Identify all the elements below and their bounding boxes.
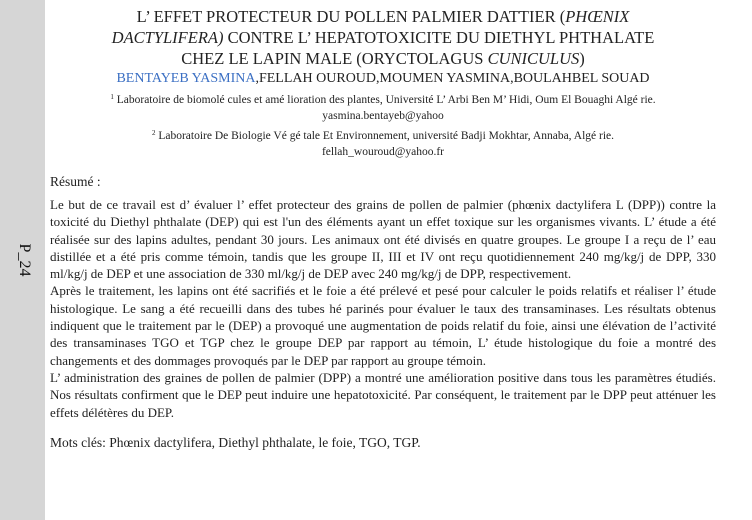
paper-title [50,6,716,69]
lead-author: BENTAYEB YASMINA [116,71,256,86]
affiliation-1-email: yasmina.bentayeb@yahoo [322,110,444,122]
page-sidebar [0,0,45,520]
keywords [50,434,716,451]
abstract-paragraph-3: L’ administration des graines de pollen de palmier (DPP) a montré une amélioration positive dans tous les paramètres étudiés. Nos résultats confirment que le DEP peut induire une hepatotoxicité. Par conséquent, le traitement par le DPP peut atténuer les effets délétères du DEP. [50,369,716,420]
co-authors: ,FELLAH OUROUD,MOUMEN YASMINA,BOULAHBEL SOUAD [255,71,650,86]
author-list [50,70,716,88]
keywords-label: Mots clés: [50,434,106,450]
paper-content [50,6,716,451]
abstract-paragraph-1: Le but de ce travail est d’ évaluer l’ effet protecteur des grains de pollen de palmier (phœnix dactylifera L (DPP)) contre la toxicité du Diethyl phthalate (DEP) qui est l'un des éléments ayant un effet toxique sur les organismes vivants. L’ étude a été réalisée sur des lapins adultes, pendant 30 jours. Les animaux ont été divisés en quatre groupes. Le groupe I a reçu de l’ eau distillée et a été pris comme témoin, tandis que les groupe II, III et IV ont reçu quotidiennement 240 mg/kg/j de DPP, 330 ml/kg/j de DEP et une association de 330 ml/kg/j de DEP avec 240 mg/kg/j de DPP, respectivement. [50,197,716,282]
page-number-label: P_24 [16,243,33,277]
abstract-body [50,196,716,421]
affiliation-1: $^1$ Laboratoire de biomolé cules et amé lioration des plantes, Université L’ Arbi Ben M’ Hidi, Oum El Bouaghi Algé rie. yasmina.bentayeb@yahoo [50,89,716,124]
keywords-text: Phœnix dactylifera, Diethyl phthalate, le foie, TGO, TGP. [105,434,421,450]
affiliation-2: $^2$ Laboratoire De Biologie Vé gé tale Et Environnement, université Badji Mokhtar, Annaba, Algé rie. fellah_wouroud@yahoo.fr [50,125,716,160]
abstract-paragraph-2: Après le traitement, les lapins ont été sacrifiés et le foie a été prélevé et pesé pour calculer le poids relatifs et réaliser l’ étude histologique. Le sang a été recueilli dans des tubes hé parinés pour évaluer le taux des transaminases. Les résultats obtenus indiquent que le traitement par le (DEP) a provoqué une augmentation de poids relatif du foie, ainsi une élévation de l’activité des transaminases TGO et TGP chez le groupe DEP par rapport au témoin, L’ étude histologique du foie a montré des changements et des dommages provoqués par le DEP par rapport au groupe témoin. [50,283,716,368]
abstract-heading: Résumé : [50,174,101,189]
affiliation-2-email: fellah_wouroud@yahoo.fr [321,146,445,158]
title-line-1: L’ EFFET PROTECTEUR DU POLLEN PALMIER DATTIER (PHŒNIX [136,7,630,26]
title-line-2: DACTYLIFERA) CONTRE L’ HEPATOTOXICITE DU DIETHYL PHTHALATE [111,28,655,47]
title-line-3: CHEZ LE LAPIN MALE (ORYCTOLAGUS CUNICULUS) [181,49,585,68]
